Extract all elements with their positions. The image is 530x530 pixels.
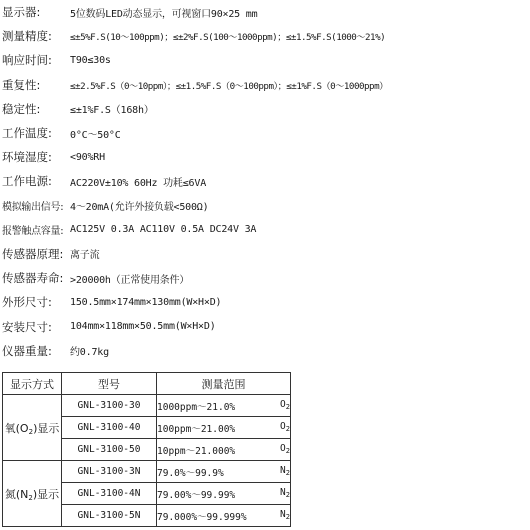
range-cell xyxy=(157,417,291,439)
range-value: 79.0%～99.9% xyxy=(157,467,224,479)
mode-subscript: 2 xyxy=(28,427,34,436)
model-cell: GNL-3100-50 xyxy=(62,439,157,461)
spec-row-repeatability xyxy=(2,73,528,97)
spec-value: 104mm×118mm×50.5mm(W×H×D) xyxy=(70,321,216,333)
mode-oxygen xyxy=(3,395,62,461)
header-display-mode: 显示方式 xyxy=(3,373,62,395)
spec-label: 工作电源: xyxy=(2,174,52,189)
spec-value: 5位数码LED动态显示，可视窗口90×25 mm xyxy=(70,8,258,20)
gas-label: $N_2$ xyxy=(280,464,290,477)
range-value: 79.00%～99.99% xyxy=(157,489,236,501)
spec-list xyxy=(2,0,528,363)
spec-label: 工作温度: xyxy=(2,126,52,141)
mode-suffix: )显示 xyxy=(32,487,60,501)
spec-row-operating-temperature xyxy=(2,121,528,145)
spec-value: >20000h（正常使用条件） xyxy=(70,274,190,286)
model-cell: GNL-3100-5N xyxy=(62,505,157,527)
range-cell xyxy=(157,395,291,417)
spec-label: 响应时间: xyxy=(2,53,52,68)
spec-value: 约0.7kg xyxy=(70,347,109,359)
gas-label: $O_2$ xyxy=(280,442,290,455)
spec-value: AC220V±10% 60Hz 功耗≤6VA xyxy=(70,177,207,189)
spec-value: 0°C～50°C xyxy=(70,129,121,141)
spec-row-stability xyxy=(2,97,528,121)
spec-label: 显示器: xyxy=(2,5,41,20)
table-header-row xyxy=(3,373,291,395)
range-cell xyxy=(157,439,291,461)
spec-row-accuracy xyxy=(2,24,528,48)
spec-row-sensor-life xyxy=(2,266,528,290)
range-value: 100ppm～21.00% xyxy=(157,423,236,435)
spec-label: 环境湿度: xyxy=(2,150,52,165)
spec-row-analog-output xyxy=(2,194,528,218)
model-cell: GNL-3100-30 xyxy=(62,395,157,417)
spec-label: 传感器原理: xyxy=(2,246,64,261)
mode-prefix: 氮(N xyxy=(4,487,29,501)
spec-value: ≤±2.5%F.S（0～10ppm）；≤±1.5%F.S（0～100ppm）；≤±1%F.S（0～1000ppm） xyxy=(70,80,388,92)
model-table xyxy=(2,372,291,527)
model-cell: GNL-3100-40 xyxy=(62,417,157,439)
gas-label: $O_2$ xyxy=(280,420,290,433)
mode-suffix: )显示 xyxy=(33,421,60,435)
spec-row-mounting-size xyxy=(2,314,528,338)
spec-value: 150.5mm×174mm×130mm(W×H×D) xyxy=(70,296,222,308)
spec-label: 仪器重量: xyxy=(2,343,52,358)
spec-value: ≤±5%F.S(10～100ppm)；≤±2%F.S(100～1000ppm)；≤±1.5%F.S(1000～21%) xyxy=(70,32,386,44)
spec-label: 测量精度: xyxy=(2,29,52,44)
spec-label: 传感器寿命: xyxy=(2,271,64,286)
range-value: 10ppm～21.000% xyxy=(157,445,236,457)
spec-row-alarm-contact xyxy=(2,218,528,242)
gas-label: $N_2$ xyxy=(280,508,290,521)
spec-label: 报警触点容量: xyxy=(2,226,64,238)
mode-prefix: 氧(O xyxy=(4,421,29,435)
spec-row-power-supply xyxy=(2,169,528,193)
spec-label: 外形尺寸: xyxy=(2,295,52,310)
spec-label: 安装尺寸: xyxy=(2,319,52,334)
spec-row-dimensions xyxy=(2,290,528,314)
range-value: 79.000%～99.999% xyxy=(157,511,247,523)
header-range: 测量范围 xyxy=(157,373,291,395)
gas-label: $O_2$ xyxy=(280,398,290,411)
range-cell xyxy=(157,483,291,505)
table-row xyxy=(3,395,291,417)
range-cell xyxy=(157,461,291,483)
spec-value: T90≤30s xyxy=(70,54,111,66)
mode-subscript: 2 xyxy=(28,493,33,502)
spec-label: 模拟输出信号: xyxy=(2,202,64,214)
range-value: 1000ppm～21.0% xyxy=(157,401,236,413)
model-cell: GNL-3100-3N xyxy=(62,461,157,483)
spec-row-sensor-principle xyxy=(2,242,528,266)
spec-value: AC125V 0.3A AC110V 0.5A DC24V 3A xyxy=(70,224,257,236)
spec-row-weight xyxy=(2,339,528,363)
mode-nitrogen xyxy=(3,461,62,527)
spec-value: <90%RH xyxy=(70,151,105,163)
spec-row-response-time xyxy=(2,48,528,72)
spec-row-humidity xyxy=(2,145,528,169)
model-cell: GNL-3100-4N xyxy=(62,483,157,505)
spec-value: ≤±1%F.S（168h） xyxy=(70,105,154,117)
spec-label: 重复性: xyxy=(2,77,41,92)
spec-value: 4～20mA(允许外接负载<500Ω) xyxy=(70,202,209,214)
range-cell xyxy=(157,505,291,527)
spec-row-display xyxy=(2,0,528,24)
header-model: 型号 xyxy=(62,373,157,395)
gas-label: $N_2$ xyxy=(280,486,290,499)
spec-label: 稳定性: xyxy=(2,101,41,116)
table-row xyxy=(3,461,291,483)
spec-value: 离子流 xyxy=(70,250,100,262)
